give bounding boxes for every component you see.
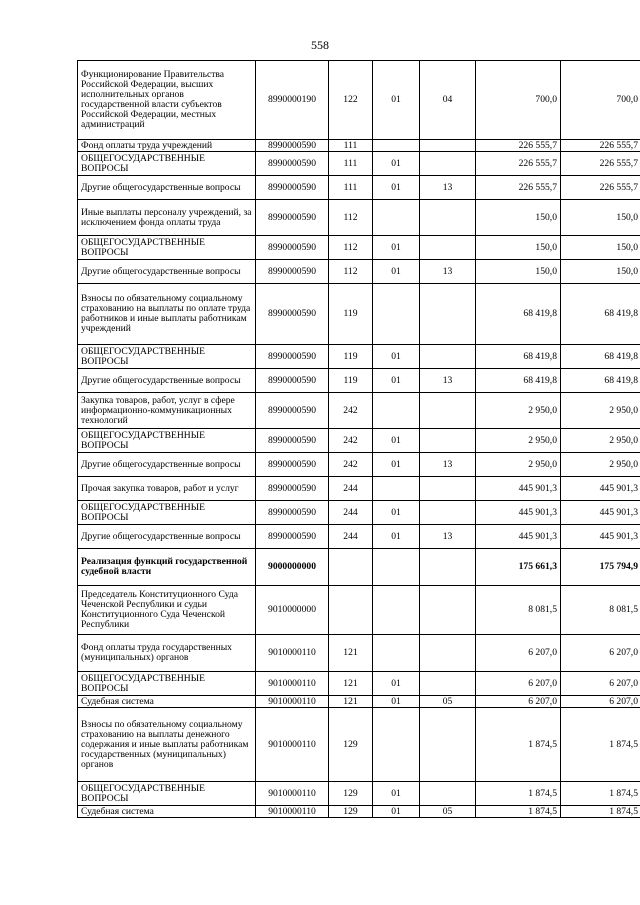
row-amount-2: 1 874,5 <box>561 806 640 818</box>
row-amount-1: 150,0 <box>476 200 561 236</box>
row-subsection: 05 <box>420 806 476 818</box>
row-expense-type: 121 <box>329 672 373 696</box>
row-code: 8990000590 <box>256 236 329 260</box>
row-amount-2: 150,0 <box>561 200 640 236</box>
row-section: 01 <box>373 260 420 284</box>
row-amount-2: 68 419,8 <box>561 284 640 345</box>
row-section <box>373 140 420 152</box>
row-amount-2: 6 207,0 <box>561 672 640 696</box>
row-subsection <box>420 635 476 672</box>
row-subsection <box>420 586 476 635</box>
table-row <box>78 369 640 393</box>
row-name: Другие общегосударственные вопросы <box>78 525 256 549</box>
row-subsection <box>420 549 476 586</box>
row-subsection: 13 <box>420 525 476 549</box>
table-row <box>78 140 640 152</box>
row-section: 01 <box>373 696 420 708</box>
row-amount-2: 2 950,0 <box>561 393 640 429</box>
row-subsection: 05 <box>420 696 476 708</box>
row-amount-2: 6 207,0 <box>561 635 640 672</box>
row-section <box>373 586 420 635</box>
row-section <box>373 200 420 236</box>
row-amount-1: 2 950,0 <box>476 453 561 477</box>
row-code: 8990000590 <box>256 369 329 393</box>
table-row <box>78 696 640 708</box>
row-expense-type: 111 <box>329 152 373 176</box>
row-code: 9010000110 <box>256 696 329 708</box>
row-name: Другие общегосударственные вопросы <box>78 260 256 284</box>
row-amount-1: 1 874,5 <box>476 782 561 806</box>
row-subsection: 04 <box>420 61 476 140</box>
row-name: Председатель Конституционного Суда Чеченской Республики и судьи Конституционного Суда Чеченской Республики <box>78 586 256 635</box>
table-row <box>78 672 640 696</box>
row-section: 01 <box>373 525 420 549</box>
table-row <box>78 477 640 501</box>
table-row <box>78 429 640 453</box>
row-name: Фонд оплаты труда государственных (муниципальных) органов <box>78 635 256 672</box>
row-code: 8990000590 <box>256 260 329 284</box>
row-subsection <box>420 140 476 152</box>
row-expense-type <box>329 549 373 586</box>
row-amount-1: 226 555,7 <box>476 152 561 176</box>
row-name: Взносы по обязательному социальному страхованию на выплаты по оплате труда работников и иные выплаты работникам учреждений <box>78 284 256 345</box>
row-amount-2: 150,0 <box>561 236 640 260</box>
row-section: 01 <box>373 61 420 140</box>
row-name: Закупка товаров, работ, услуг в сфере информационно-коммуникационных технологий <box>78 393 256 429</box>
row-subsection <box>420 236 476 260</box>
row-expense-type: 242 <box>329 393 373 429</box>
row-code: 9010000110 <box>256 672 329 696</box>
page-number: 558 <box>311 38 329 52</box>
row-section: 01 <box>373 501 420 525</box>
row-expense-type: 112 <box>329 236 373 260</box>
row-name: Другие общегосударственные вопросы <box>78 453 256 477</box>
row-expense-type: 242 <box>329 453 373 477</box>
row-name: Другие общегосударственные вопросы <box>78 369 256 393</box>
row-section <box>373 477 420 501</box>
table-row <box>78 708 640 782</box>
row-expense-type: 242 <box>329 429 373 453</box>
row-subsection <box>420 501 476 525</box>
row-amount-1: 226 555,7 <box>476 176 561 200</box>
row-subsection <box>420 345 476 369</box>
row-amount-2: 1 874,5 <box>561 782 640 806</box>
row-amount-1: 150,0 <box>476 236 561 260</box>
row-expense-type <box>329 586 373 635</box>
row-amount-1: 68 419,8 <box>476 345 561 369</box>
row-section: 01 <box>373 236 420 260</box>
row-expense-type: 121 <box>329 635 373 672</box>
row-code: 9010000000 <box>256 586 329 635</box>
row-expense-type: 129 <box>329 708 373 782</box>
row-code: 8990000590 <box>256 140 329 152</box>
row-name: Взносы по обязательному социальному страхованию на выплаты денежного содержания и иные выплаты работникам государственных (муниципальных) органов <box>78 708 256 782</box>
row-name: ОБЩЕГОСУДАРСТВЕННЫЕ ВОПРОСЫ <box>78 501 256 525</box>
row-amount-1: 6 207,0 <box>476 696 561 708</box>
row-code: 8990000590 <box>256 525 329 549</box>
row-name: Реализация функций государственной судебной власти <box>78 549 256 586</box>
row-amount-2: 8 081,5 <box>561 586 640 635</box>
row-amount-1: 68 419,8 <box>476 284 561 345</box>
row-code: 8990000590 <box>256 453 329 477</box>
table-row <box>78 236 640 260</box>
row-expense-type: 129 <box>329 782 373 806</box>
row-code: 8990000590 <box>256 477 329 501</box>
row-amount-1: 2 950,0 <box>476 429 561 453</box>
row-amount-2: 68 419,8 <box>561 345 640 369</box>
row-amount-1: 8 081,5 <box>476 586 561 635</box>
row-expense-type: 129 <box>329 806 373 818</box>
row-name: ОБЩЕГОСУДАРСТВЕННЫЕ ВОПРОСЫ <box>78 236 256 260</box>
row-amount-1: 2 950,0 <box>476 393 561 429</box>
row-section: 01 <box>373 152 420 176</box>
row-amount-2: 175 794,9 <box>561 549 640 586</box>
row-name: ОБЩЕГОСУДАРСТВЕННЫЕ ВОПРОСЫ <box>78 152 256 176</box>
row-name: ОБЩЕГОСУДАРСТВЕННЫЕ ВОПРОСЫ <box>78 672 256 696</box>
row-name: Судебная система <box>78 806 256 818</box>
row-amount-2: 445 901,3 <box>561 501 640 525</box>
row-amount-1: 1 874,5 <box>476 806 561 818</box>
row-subsection <box>420 284 476 345</box>
row-section: 01 <box>373 453 420 477</box>
row-amount-1: 68 419,8 <box>476 369 561 393</box>
row-code: 9000000000 <box>256 549 329 586</box>
row-amount-2: 226 555,7 <box>561 140 640 152</box>
row-amount-2: 150,0 <box>561 260 640 284</box>
row-expense-type: 119 <box>329 369 373 393</box>
row-expense-type: 244 <box>329 477 373 501</box>
row-code: 8990000590 <box>256 345 329 369</box>
row-subsection: 13 <box>420 369 476 393</box>
row-amount-1: 6 207,0 <box>476 672 561 696</box>
row-subsection <box>420 393 476 429</box>
row-section <box>373 635 420 672</box>
row-amount-1: 175 661,3 <box>476 549 561 586</box>
row-amount-2: 445 901,3 <box>561 525 640 549</box>
row-section <box>373 393 420 429</box>
row-expense-type: 122 <box>329 61 373 140</box>
row-section: 01 <box>373 429 420 453</box>
row-expense-type: 244 <box>329 525 373 549</box>
row-subsection: 13 <box>420 453 476 477</box>
row-code: 8990000590 <box>256 176 329 200</box>
row-name: Судебная система <box>78 696 256 708</box>
table-row <box>78 453 640 477</box>
row-code: 9010000110 <box>256 782 329 806</box>
row-code: 8990000590 <box>256 393 329 429</box>
row-section: 01 <box>373 176 420 200</box>
table-row <box>78 284 640 345</box>
row-subsection <box>420 708 476 782</box>
row-amount-1: 700,0 <box>476 61 561 140</box>
table-row <box>78 501 640 525</box>
table-row <box>78 345 640 369</box>
row-subsection: 13 <box>420 260 476 284</box>
row-section <box>373 284 420 345</box>
row-section: 01 <box>373 369 420 393</box>
row-name: Прочая закупка товаров, работ и услуг <box>78 477 256 501</box>
row-subsection <box>420 200 476 236</box>
row-amount-2: 226 555,7 <box>561 176 640 200</box>
row-amount-1: 445 901,3 <box>476 477 561 501</box>
row-name: Фонд оплаты труда учреждений <box>78 140 256 152</box>
table-row <box>78 586 640 635</box>
row-expense-type: 112 <box>329 200 373 236</box>
row-name: Функционирование Правительства Российской Федерации, высших исполнительных органов государственной власти субъектов Российской Федерации, местных администраций <box>78 61 256 140</box>
row-expense-type: 111 <box>329 176 373 200</box>
row-code: 9010000110 <box>256 708 329 782</box>
row-amount-1: 445 901,3 <box>476 525 561 549</box>
row-amount-2: 445 901,3 <box>561 477 640 501</box>
row-section: 01 <box>373 345 420 369</box>
row-expense-type: 119 <box>329 284 373 345</box>
row-name: Иные выплаты персоналу учреждений, за исключением фонда оплаты труда <box>78 200 256 236</box>
row-code: 9010000110 <box>256 635 329 672</box>
row-subsection <box>420 782 476 806</box>
table-row <box>78 635 640 672</box>
table-row <box>78 549 640 586</box>
row-amount-2: 2 950,0 <box>561 453 640 477</box>
row-name: Другие общегосударственные вопросы <box>78 176 256 200</box>
row-code: 9010000110 <box>256 806 329 818</box>
row-amount-1: 226 555,7 <box>476 140 561 152</box>
budget-table-body <box>78 61 640 818</box>
row-code: 8990000590 <box>256 429 329 453</box>
row-expense-type: 119 <box>329 345 373 369</box>
row-expense-type: 111 <box>329 140 373 152</box>
row-amount-1: 150,0 <box>476 260 561 284</box>
row-subsection <box>420 672 476 696</box>
table-row <box>78 152 640 176</box>
row-amount-1: 1 874,5 <box>476 708 561 782</box>
row-subsection <box>420 429 476 453</box>
row-amount-2: 6 207,0 <box>561 696 640 708</box>
row-section: 01 <box>373 672 420 696</box>
row-amount-2: 700,0 <box>561 61 640 140</box>
row-section <box>373 708 420 782</box>
budget-table <box>77 60 640 818</box>
row-name: ОБЩЕГОСУДАРСТВЕННЫЕ ВОПРОСЫ <box>78 782 256 806</box>
table-row <box>78 260 640 284</box>
row-amount-2: 1 874,5 <box>561 708 640 782</box>
row-subsection <box>420 477 476 501</box>
row-section: 01 <box>373 782 420 806</box>
row-subsection <box>420 152 476 176</box>
table-row <box>78 525 640 549</box>
table-row <box>78 782 640 806</box>
row-expense-type: 112 <box>329 260 373 284</box>
row-subsection: 13 <box>420 176 476 200</box>
table-row <box>78 806 640 818</box>
row-amount-2: 68 419,8 <box>561 369 640 393</box>
row-name: ОБЩЕГОСУДАРСТВЕННЫЕ ВОПРОСЫ <box>78 429 256 453</box>
row-amount-1: 445 901,3 <box>476 501 561 525</box>
table-row <box>78 393 640 429</box>
row-code: 8990000590 <box>256 284 329 345</box>
row-expense-type: 244 <box>329 501 373 525</box>
row-amount-2: 226 555,7 <box>561 152 640 176</box>
row-code: 8990000590 <box>256 152 329 176</box>
row-amount-1: 6 207,0 <box>476 635 561 672</box>
table-row <box>78 200 640 236</box>
row-section <box>373 549 420 586</box>
row-code: 8990000590 <box>256 501 329 525</box>
row-code: 8990000590 <box>256 200 329 236</box>
row-code: 8990000190 <box>256 61 329 140</box>
row-name: ОБЩЕГОСУДАРСТВЕННЫЕ ВОПРОСЫ <box>78 345 256 369</box>
table-row <box>78 61 640 140</box>
table-row <box>78 176 640 200</box>
row-amount-2: 2 950,0 <box>561 429 640 453</box>
row-section: 01 <box>373 806 420 818</box>
row-expense-type: 121 <box>329 696 373 708</box>
